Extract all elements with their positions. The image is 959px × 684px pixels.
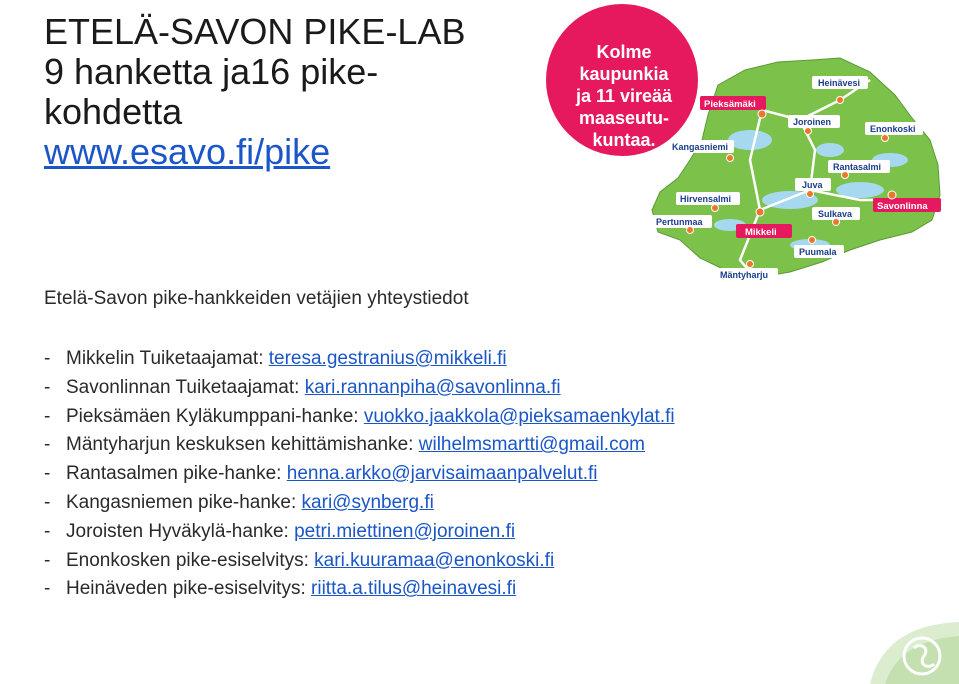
map-label-puumala xyxy=(794,245,844,258)
contact-email-link[interactable]: henna.arkko@jarvisaimaanpalvelut.fi xyxy=(286,463,598,485)
contact-label: Rantasalmen pike-hanke: xyxy=(66,463,282,485)
contact-item: - Savonlinnan Tuiketaajamat: kari.rannanpiha@savonlinna.fi xyxy=(44,376,561,398)
region-map xyxy=(540,0,959,300)
title-line-1: ETELÄ-SAVON PIKE-LAB xyxy=(44,11,466,52)
map-label-mikkeli xyxy=(736,224,792,238)
svg-text:Kangasniemi: Kangasniemi xyxy=(672,142,729,152)
contact-item: - Kangasniemen pike-hanke: kari@synberg.fi xyxy=(44,491,434,513)
svg-text:Puumala: Puumala xyxy=(799,247,837,257)
map-label-kangasniemi xyxy=(668,140,734,153)
svg-text:Juva: Juva xyxy=(802,180,823,190)
map-label-mantyharju xyxy=(716,268,778,281)
contact-email-link[interactable]: petri.miettinen@joroinen.fi xyxy=(294,520,516,542)
contact-label: Enonkosken pike-esiselvitys: xyxy=(66,549,309,571)
svg-text:Savonlinna: Savonlinna xyxy=(877,201,928,212)
map-label-joroinen xyxy=(788,115,840,128)
title-line-2: 9 hanketta ja16 pike- xyxy=(44,51,379,92)
contact-label: Savonlinnan Tuiketaajamat: xyxy=(66,376,300,398)
badge-line-2: kaupunkia xyxy=(579,64,669,84)
contact-item: - Heinäveden pike-esiselvitys: riitta.a.tilus@heinavesi.fi xyxy=(44,578,517,600)
svg-text:Pieksämäki: Pieksämäki xyxy=(704,99,756,110)
contact-label: Heinäveden pike-esiselvitys: xyxy=(66,578,306,600)
contact-list xyxy=(44,345,675,604)
badge-line-4: maaseutu- xyxy=(578,108,670,128)
contact-item: - Pieksämäen Kyläkumppani-hanke: vuokko.jaakkola@pieksamaenkylat.fi xyxy=(44,405,675,427)
svg-text:Joroinen: Joroinen xyxy=(793,117,832,127)
svg-text:Enonkoski: Enonkoski xyxy=(870,124,916,134)
svg-text:Mäntyharju: Mäntyharju xyxy=(720,270,769,280)
map-label-savonlinna xyxy=(873,198,941,212)
contact-email-link[interactable]: kari.rannanpiha@savonlinna.fi xyxy=(304,376,561,398)
subtitle: Etelä-Savon pike-hankkeiden vetäjien yhteystiedot xyxy=(44,288,469,309)
map-label-juva xyxy=(795,178,831,191)
contact-item: - Rantasalmen pike-hanke: henna.arkko@jarvisaimaanpalvelut.fi xyxy=(44,463,598,485)
svg-text:Sulkava: Sulkava xyxy=(818,209,853,219)
contact-item: - Mikkelin Tuiketaajamat: teresa.gestranius@mikkeli.fi xyxy=(44,348,507,369)
contact-email-link[interactable]: teresa.gestranius@mikkeli.fi xyxy=(268,348,507,369)
contact-item: - Joroisten Hyväkylä-hanke: petri.miettinen@joroinen.fi xyxy=(44,520,516,542)
contact-email-link[interactable]: wilhelmsmartti@gmail.com xyxy=(418,434,645,456)
map-label-heinavesi xyxy=(812,76,868,89)
svg-text:Hirvensalmi: Hirvensalmi xyxy=(680,194,732,204)
contact-email-link[interactable]: riitta.a.tilus@heinavesi.fi xyxy=(311,578,517,600)
contact-email-link[interactable]: vuokko.jaakkola@pieksamaenkylat.fi xyxy=(363,405,675,427)
page-title xyxy=(44,12,524,172)
badge-line-1: Kolme xyxy=(596,42,652,62)
svg-text:Mikkeli: Mikkeli xyxy=(745,227,777,238)
contact-label: Kangasniemen pike-hanke: xyxy=(66,491,297,513)
contact-item: - Mäntyharjun keskuksen kehittämishanke: wilhelmsmartti@gmail.com xyxy=(44,434,645,456)
map-label-pertunmaa xyxy=(652,215,712,228)
contact-label: Pieksämäen Kyläkumppani-hanke: xyxy=(66,405,359,427)
map-label-hirvensalmi xyxy=(676,192,740,205)
map-label-rantasalmi xyxy=(828,160,890,173)
badge-line-3: ja 11 vireää xyxy=(575,86,673,106)
contact-label: Mäntyharjun keskuksen kehittämishanke: xyxy=(66,434,414,456)
svg-text:Rantasalmi: Rantasalmi xyxy=(833,162,882,172)
svg-text:Heinävesi: Heinävesi xyxy=(818,78,861,88)
contact-label: Mikkelin Tuiketaajamat: xyxy=(66,348,264,369)
logo-corner xyxy=(850,604,959,684)
contact-email-link[interactable]: kari.kuuramaa@enonkoski.fi xyxy=(314,549,555,571)
title-line-3: kohdetta xyxy=(44,91,183,132)
map-label-enonkoski xyxy=(865,122,923,135)
map-label-pieksamaki xyxy=(700,96,766,110)
contact-email-link[interactable]: kari@synberg.fi xyxy=(301,491,434,513)
contact-label: Joroisten Hyväkylä-hanke: xyxy=(66,520,289,542)
svg-text:Pertunmaa: Pertunmaa xyxy=(656,217,703,227)
title-link[interactable]: www.esavo.fi/pike xyxy=(44,131,331,172)
contact-item: - Enonkosken pike-esiselvitys: kari.kuuramaa@enonkoski.fi xyxy=(44,549,555,571)
badge-line-5: kuntaa. xyxy=(592,130,656,150)
